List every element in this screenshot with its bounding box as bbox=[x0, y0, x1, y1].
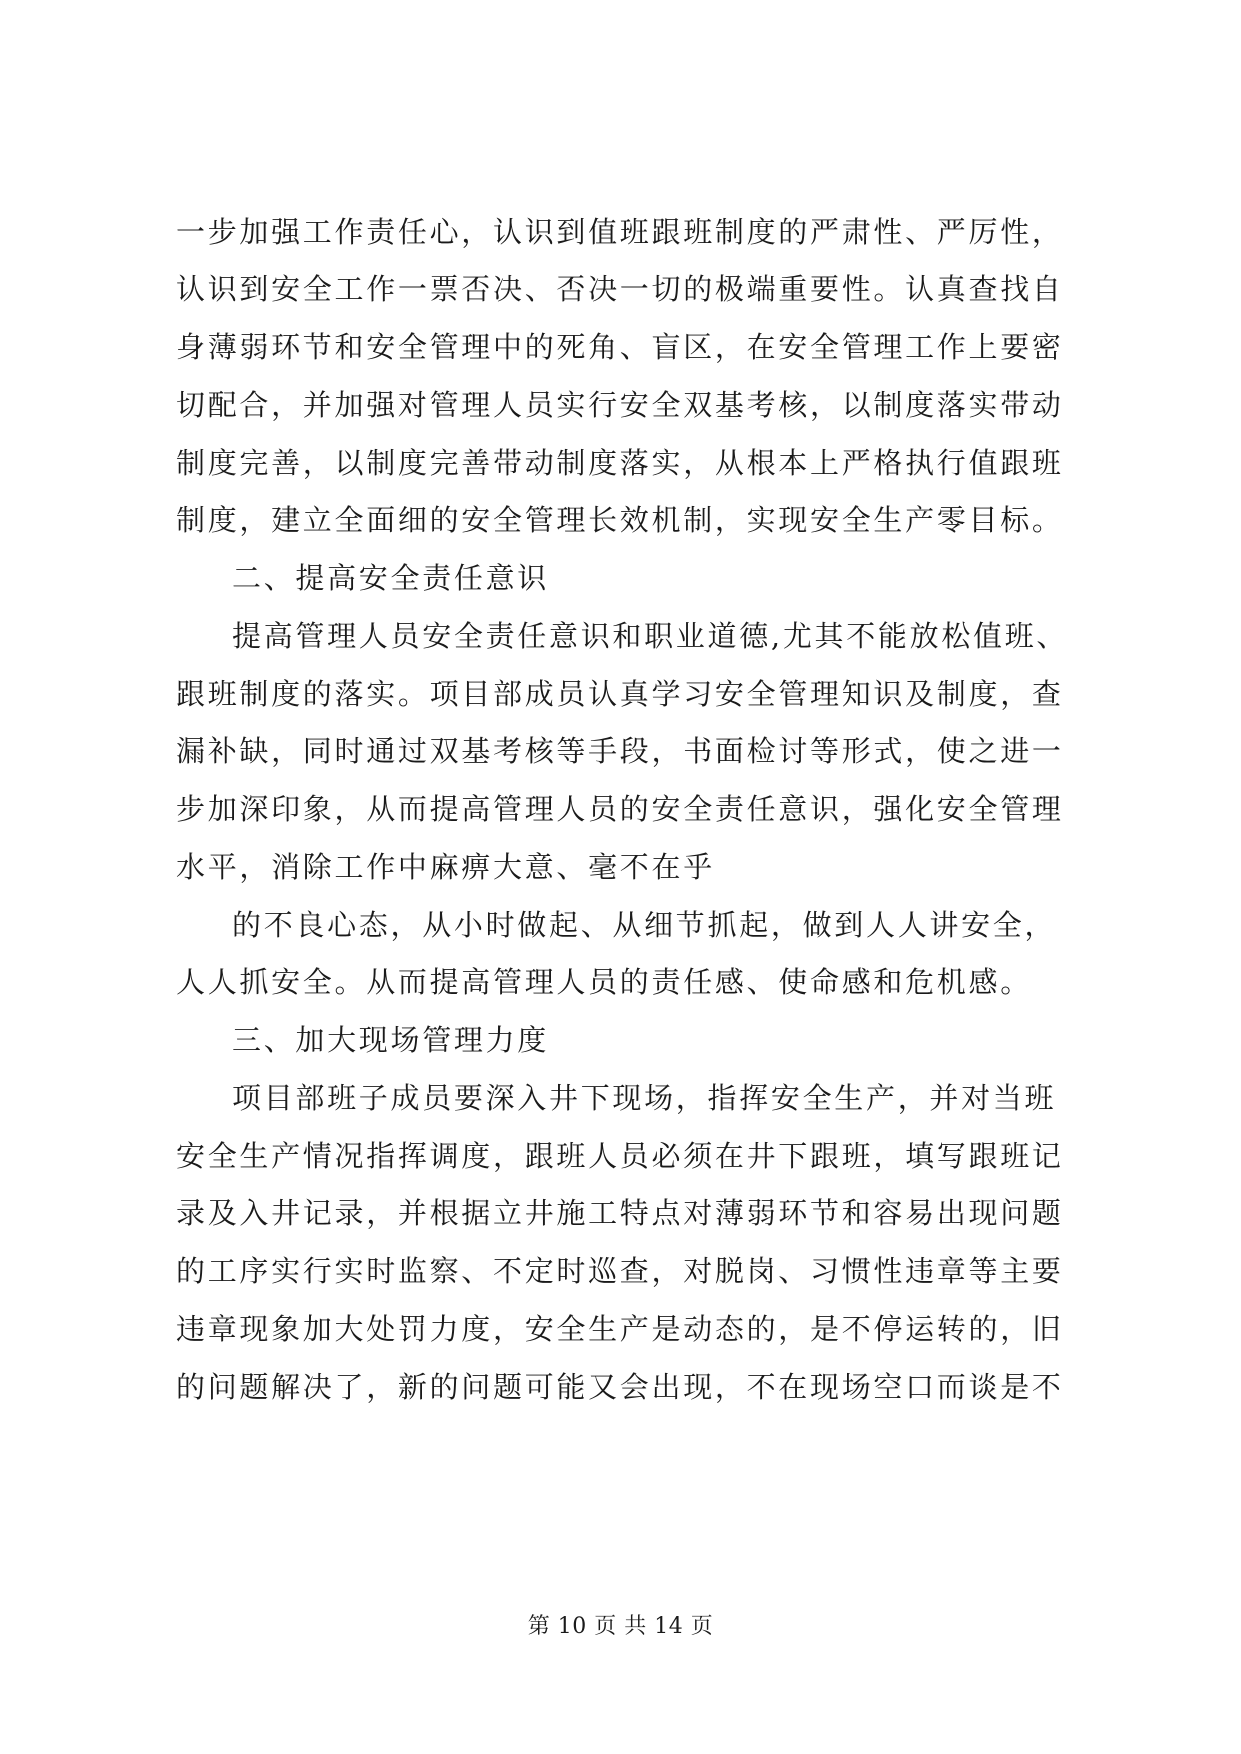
text-line: 身薄弱环节和安全管理中的死角、盲区，在安全管理工作上要密 bbox=[176, 330, 1064, 364]
text-line: 制度，建立全面细的安全管理长效机制，实现安全生产零目标。 bbox=[176, 503, 1064, 537]
text-line: 漏补缺，同时通过双基考核等手段，书面检讨等形式，使之进一 bbox=[176, 734, 1064, 768]
text-line: 一步加强工作责任心，认识到值班跟班制度的严肃性、严厉性， bbox=[176, 215, 1064, 249]
text-line: 的工序实行实时监察、不定时巡查，对脱岗、习惯性违章等主要 bbox=[176, 1254, 1064, 1288]
section-heading: 二、提高安全责任意识 bbox=[232, 561, 550, 595]
text-line: 的问题解决了，新的问题可能又会出现，不在现场空口而谈是不 bbox=[176, 1370, 1064, 1404]
text-line: 制度完善，以制度完善带动制度落实，从根本上严格执行值跟班 bbox=[176, 446, 1064, 480]
text-line: 的不良心态，从小时做起、从细节抓起，做到人人讲安全， bbox=[232, 908, 1057, 942]
text-line: 切配合，并加强对管理人员实行安全双基考核，以制度落实带动 bbox=[176, 388, 1064, 422]
text-line: 录及入井记录，并根据立井施工特点对薄弱环节和容易出现问题 bbox=[176, 1196, 1064, 1230]
text-line: 人人抓安全。从而提高管理人员的责任感、使命感和危机感。 bbox=[176, 965, 1032, 999]
text-line: 水平，消除工作中麻痹大意、毫不在乎 bbox=[176, 850, 715, 884]
section-heading: 三、加大现场管理力度 bbox=[232, 1023, 550, 1057]
page-number-footer: 第 10 页 共 14 页 bbox=[527, 1614, 714, 1639]
text-line: 认识到安全工作一票否决、否决一切的极端重要性。认真查找自 bbox=[176, 272, 1064, 306]
text-line: 提高管理人员安全责任意识和职业道德,尤其不能放松值班、 bbox=[232, 619, 1069, 653]
text-line: 违章现象加大处罚力度，安全生产是动态的，是不停运转的，旧 bbox=[176, 1312, 1064, 1346]
text-line: 跟班制度的落实。项目部成员认真学习安全管理知识及制度，查 bbox=[176, 677, 1064, 711]
text-line: 安全生产情况指挥调度，跟班人员必须在井下跟班，填写跟班记 bbox=[176, 1139, 1064, 1173]
text-line: 项目部班子成员要深入井下现场，指挥安全生产，并对当班 bbox=[232, 1081, 1057, 1115]
text-line: 步加深印象，从而提高管理人员的安全责任意识，强化安全管理 bbox=[176, 792, 1064, 826]
